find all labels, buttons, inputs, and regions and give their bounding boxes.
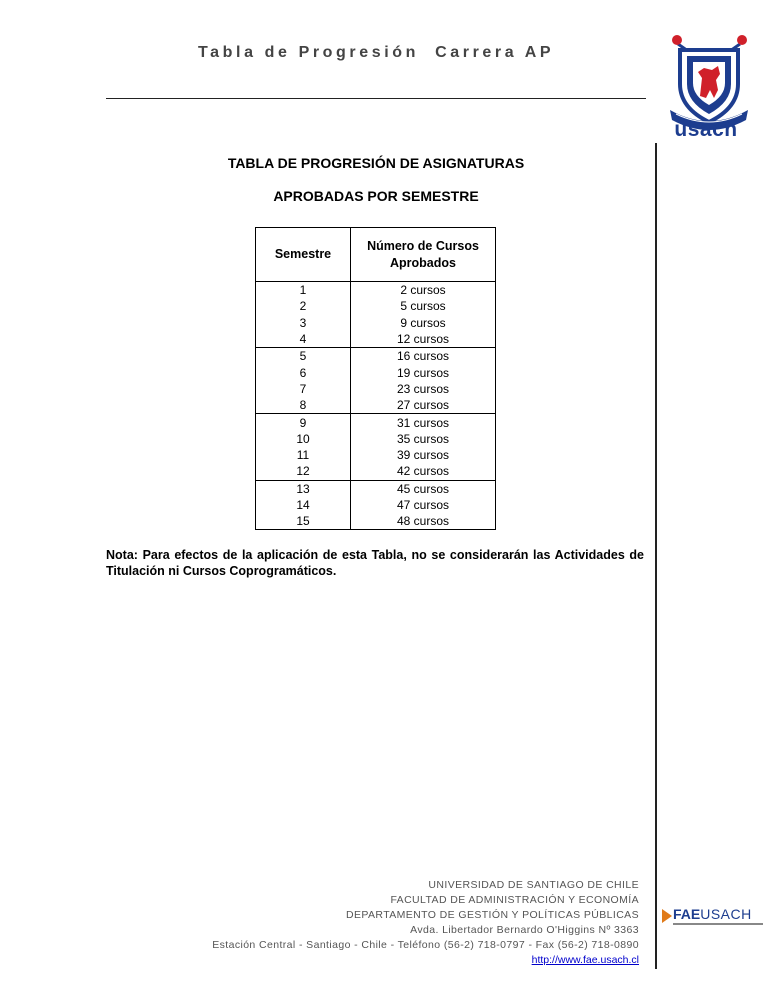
cell-cursos: 23 cursos xyxy=(351,381,496,397)
side-divider xyxy=(655,143,657,969)
fae-logo-text-a: FAE xyxy=(673,906,701,922)
table-row xyxy=(256,397,496,414)
table-row xyxy=(256,282,496,299)
footer-department: DEPARTAMENTO DE GESTIÓN Y POLÍTICAS PÚBLICAS xyxy=(345,909,639,921)
cell-cursos: 16 cursos xyxy=(351,348,496,365)
column-header-cursos-line2: Aprobados xyxy=(390,255,456,270)
table-row xyxy=(256,463,496,480)
cell-cursos: 12 cursos xyxy=(351,331,496,348)
table-row xyxy=(256,414,496,431)
fae-usach-logo xyxy=(662,906,768,932)
cell-semestre: 9 xyxy=(256,414,351,431)
cell-semestre: 14 xyxy=(256,497,351,513)
cell-semestre: 1 xyxy=(256,282,351,299)
cell-semestre: 5 xyxy=(256,348,351,365)
fae-logo-underline xyxy=(673,923,763,925)
progression-table xyxy=(255,227,496,530)
table-row xyxy=(256,331,496,348)
column-header-semestre: Semestre xyxy=(256,228,351,282)
table-row xyxy=(256,431,496,447)
cell-cursos: 45 cursos xyxy=(351,480,496,497)
cell-cursos: 5 cursos xyxy=(351,298,496,314)
document-title-line2: APROBADAS POR SEMESTRE xyxy=(273,188,479,204)
fae-logo-text xyxy=(673,906,752,922)
column-header-cursos-line1: Número de Cursos xyxy=(367,238,479,253)
table-row xyxy=(256,480,496,497)
footer-address: Avda. Libertador Bernardo O'Higgins Nº 3363 xyxy=(410,924,639,936)
cell-semestre: 3 xyxy=(256,315,351,331)
cell-semestre: 4 xyxy=(256,331,351,348)
cell-semestre: 8 xyxy=(256,397,351,414)
footer-university: UNIVERSIDAD DE SANTIAGO DE CHILE xyxy=(428,879,639,891)
cell-cursos: 35 cursos xyxy=(351,431,496,447)
page-header-title: Tabla de Progresión Carrera AP xyxy=(198,44,555,61)
table-row xyxy=(256,513,496,530)
cell-cursos: 31 cursos xyxy=(351,414,496,431)
cell-semestre: 11 xyxy=(256,447,351,463)
table-row xyxy=(256,447,496,463)
cell-semestre: 10 xyxy=(256,431,351,447)
header-divider xyxy=(106,98,646,99)
table-row xyxy=(256,348,496,365)
footer-faculty: FACULTAD DE ADMINISTRACIÓN Y ECONOMÍA xyxy=(390,894,639,906)
table-header-row xyxy=(256,228,496,282)
fae-mark-icon xyxy=(662,909,672,923)
cell-cursos: 39 cursos xyxy=(351,447,496,463)
column-header-cursos xyxy=(351,228,496,282)
cell-semestre: 6 xyxy=(256,364,351,380)
cell-cursos: 47 cursos xyxy=(351,497,496,513)
cell-cursos: 9 cursos xyxy=(351,315,496,331)
table-row xyxy=(256,497,496,513)
footer-website-link[interactable]: http://www.fae.usach.cl xyxy=(531,954,639,966)
cell-semestre: 7 xyxy=(256,381,351,397)
fae-logo-text-b: USACH xyxy=(700,906,752,922)
note-paragraph: Nota: Para efectos de la aplicación de esta Tabla, no se considerarán las Actividades de Titulación ni Cursos Coprogramáticos. xyxy=(106,548,644,578)
cell-cursos: 19 cursos xyxy=(351,364,496,380)
cell-semestre: 12 xyxy=(256,463,351,480)
table-row xyxy=(256,298,496,314)
table-row xyxy=(256,364,496,380)
footer-address-block xyxy=(212,878,639,968)
usach-logo-text: usach xyxy=(674,118,738,141)
table-row xyxy=(256,381,496,397)
footer-contact: Estación Central - Santiago - Chile - Teléfono (56-2) 718-0797 - Fax (56-2) 718-0890 xyxy=(212,939,639,951)
cell-cursos: 48 cursos xyxy=(351,513,496,530)
cell-semestre: 15 xyxy=(256,513,351,530)
cell-cursos: 27 cursos xyxy=(351,397,496,414)
cell-cursos: 42 cursos xyxy=(351,463,496,480)
cell-semestre: 13 xyxy=(256,480,351,497)
cell-cursos: 2 cursos xyxy=(351,282,496,299)
cell-semestre: 2 xyxy=(256,298,351,314)
table-row xyxy=(256,315,496,331)
document-title-line1: TABLA DE PROGRESIÓN DE ASIGNATURAS xyxy=(227,155,525,171)
